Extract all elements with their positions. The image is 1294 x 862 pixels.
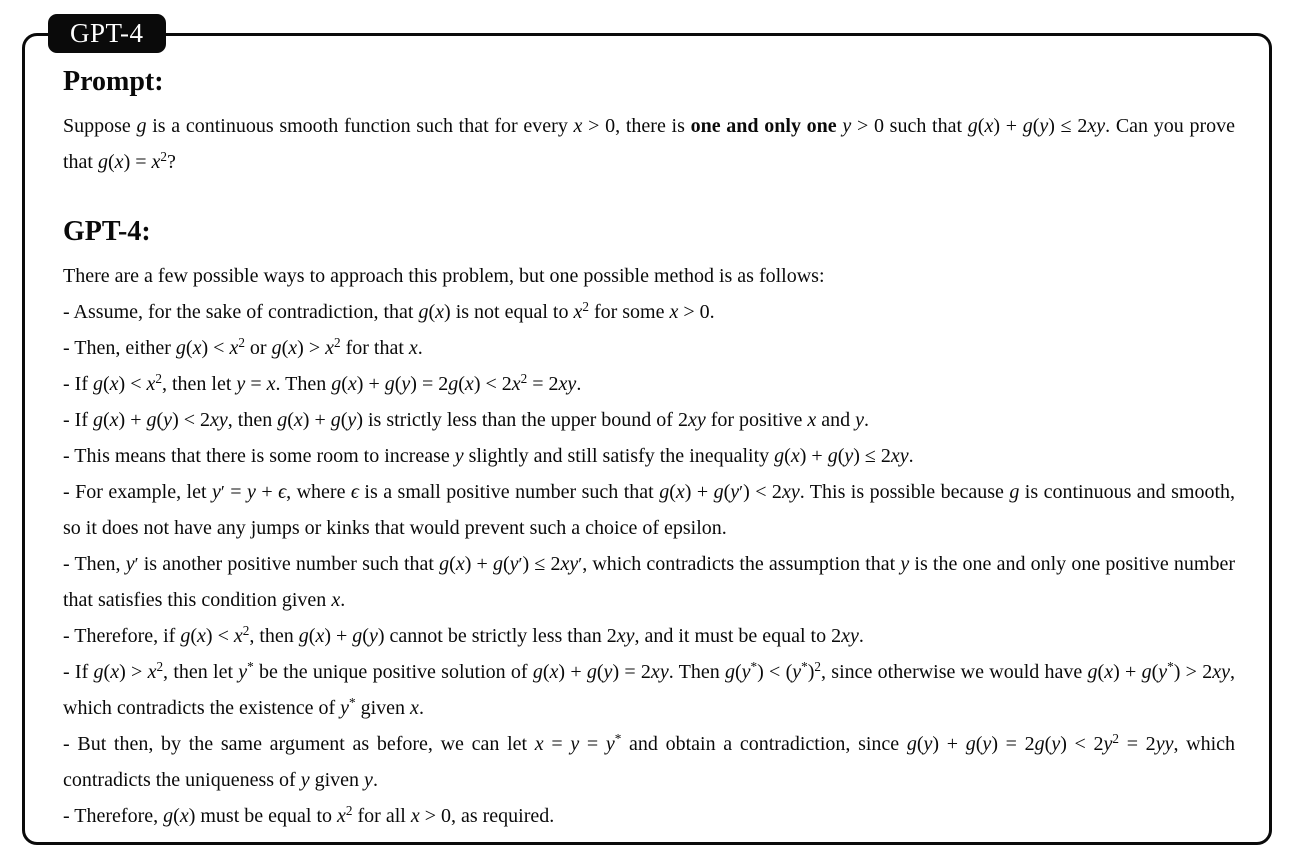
response-paragraph: - Therefore, if $g(x) < x^2$, then g(x) + g(y) cannot be strictly less than 2xy, and it must be equal to 2xy. <box>63 623 864 648</box>
response-body <box>63 258 1235 834</box>
response-paragraph: - For example, let y′ = y + ϵ, where ϵ is a small positive number such that g(x) + g(y′) < 2xy. This is possible because g is continuous and smooth, so it does not have any jumps or kinks that would prevent such a choice of epsilon. <box>63 481 1236 540</box>
response-paragraph: - Assume, for the sake of contradiction, that g(x) is not equal to $x^2$ for some x > 0. <box>63 299 715 324</box>
prompt-text: Suppose g is a continuous smooth function such that for every x > 0, there is one and only one y > 0 such that g(x) + g(y) ≤ 2xy. Can you prove that $g(x) = x^2$? <box>63 115 1235 174</box>
response-paragraph: - Then, y′ is another positive number such that g(x) + g(y′) ≤ 2xy′, which contradicts the assumption that y is the one and only one positive number that satisfies this condition given x. <box>63 553 1235 612</box>
response-paragraph: - If $g(x) < x^2$, then let y = x. Then $g(x) + g(y) = 2g(x) < 2x^2 = 2xy$. <box>63 371 582 396</box>
prompt-heading: Prompt: <box>63 66 164 97</box>
gpt4-badge-label: GPT-4 <box>70 18 144 48</box>
response-paragraph: - Therefore, g(x) must be equal to $x^2$ for all x > 0, as required. <box>63 803 555 828</box>
response-paragraph: - This means that there is some room to increase y slightly and still satisfy the inequality g(x) + g(y) ≤ 2xy. <box>63 445 914 468</box>
response-paragraph: - But then, by the same argument as before, we can let x = y = y* and obtain a contradiction, since $g(y) + g(y) = 2g(y) < 2y^2 = 2yy$, which contradicts the uniqueness of y given y. <box>63 731 1236 792</box>
response-heading: GPT-4: <box>63 216 151 248</box>
response-paragraph: - If $g(x) > x^2$, then let y* be the unique positive solution of g(x) + g(y) = 2xy. Then $g(y^*) < (y^*)^2$, since otherwise we would have g(x) + g(y*) > 2xy, which contradicts the existence of y* given x. <box>63 659 1236 720</box>
response-paragraph: There are a few possible ways to approach this problem, but one possible method is as follows: <box>63 265 825 288</box>
response-paragraph: - Then, either $g(x) < x^2$ or $g(x) > x^2$ for that x. <box>63 335 423 360</box>
figure-content <box>25 36 1269 842</box>
gpt4-figure-box <box>22 33 1272 845</box>
gpt4-badge <box>48 14 166 53</box>
response-paragraph: - If g(x) + g(y) < 2xy, then g(x) + g(y) is strictly less than the upper bound of 2xy for positive x and y. <box>63 409 870 432</box>
